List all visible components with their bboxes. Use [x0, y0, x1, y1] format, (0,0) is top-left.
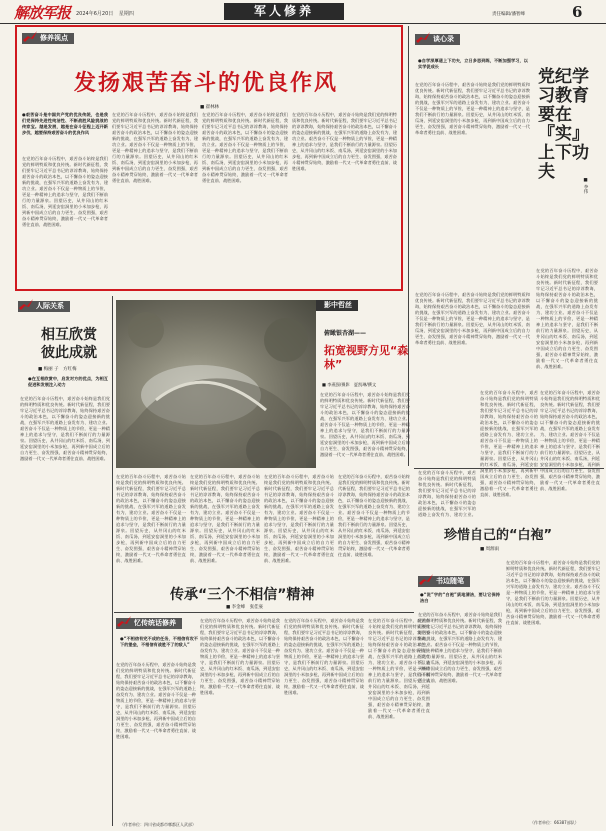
center-top-col-3: 在党的百年奋斗历程中，艰苦奋斗始终是我们党的鲜明特质和优良传统。新时代新征程，我们要牢记习近平总书记的谆谆教诲，始终保持艰苦奋斗的政治本色，以不懈奋斗的姿态迎接新的挑战，在强军兴军的道路上奋发有为、建功立业。艰苦奋斗不仅是一种物质上的节俭，更是一种精神上的追求与坚守，是我们不断前行的力量源泉。回望历史，从井冈山的红米饭、南瓜汤，到延安窑洞里的小米加步枪，再到新中国成立后的自力更生、奋发图强，艰苦奋斗精神贯穿始终，激励着一代又一代革命者勇往直前、战胜困难。 [264, 474, 334, 563]
essay-section-tag [418, 576, 470, 587]
essay-lede: ●“说”字的“白袍”质地清洁，要让它保持洁白 [420, 592, 500, 603]
center-headline: 传承“三个不相信”精神 [170, 587, 315, 603]
center-top-col-2: 在党的百年奋斗历程中，艰苦奋斗始终是我们党的鲜明特质和优良传统。新时代新征程，我们要牢记习近平总书记的谆谆教诲，始终保持艰苦奋斗的政治本色，以不懈奋斗的姿态迎接新的挑战，在强军兴军的道路上奋发有为、建功立业。艰苦奋斗不仅是一种物质上的节俭，更是一种精神上的追求与坚守，是我们不断前行的力量源泉。回望历史，从井冈山的红米饭、南瓜汤，到延安窑洞里的小米加步枪，再到新中国成立后的自力更生、奋发图强，艰苦奋斗精神贯穿始终，激励着一代又一代革命者勇往直前、战胜困难。 [190, 474, 260, 563]
featured-col-1: 在党的百年奋斗历程中，艰苦奋斗始终是我们党的鲜明特质和优良传统。新时代新征程，我们要牢记习近平总书记的谆谆教诲，始终保持艰苦奋斗的政治本色，以不懈奋斗的姿态迎接新的挑战，在强军兴军的道路上奋发有为、建功立业。艰苦奋斗不仅是一种物质上的节俭，更是一种精神上的追求与坚守，是我们不断前行的力量源泉。回望历史，从井冈山的红米饭、南瓜汤，到延安窑洞里的小米加步枪，再到新中国成立后的自力更生、奋发图强，艰苦奋斗精神贯穿始终，激励着一代又一代革命者勇往直前、战胜困难。 [22, 156, 108, 227]
photo-tag-label: 影中哲丝 [324, 301, 352, 309]
photo-subhead: 俯瞰银杏湖—— [324, 330, 367, 337]
section-title: 军人修养 [253, 4, 314, 18]
talk-tag-label: 谈心录 [433, 35, 454, 43]
intl-section-tag [18, 301, 70, 312]
featured-author: ■ 翟林林 [200, 105, 220, 110]
side-author: ■ 李伟 [583, 178, 588, 194]
essay-col-2: 在党的百年奋斗历程中，艰苦奋斗始终是我们党的鲜明特质和优良传统。新时代新征程，我们要牢记习近平总书记的谆谆教诲，始终保持艰苦奋斗的政治本色，以不懈奋斗的姿态迎接新的挑战，在强军兴军的道路上奋发有为、建功立业。艰苦奋斗不仅是一种物质上的节俭，更是一种精神上的追求与坚守，是我们不断前行的力量源泉。回望历史，从井冈山的红米饭、南瓜汤，到延安窑洞里的小米加步枪，再到新中国成立后的自力更生、奋发图强，艰苦奋斗精神贯穿始终，激励着一代又一代革命者勇往直前、战胜困难。 [506, 560, 600, 625]
date-text: 2024年6月20日 [76, 11, 114, 17]
talk-section-tag [415, 34, 460, 45]
bird-icon [116, 615, 132, 629]
bird-icon [18, 298, 34, 312]
newspaper-logo: 解放军报 [14, 4, 71, 22]
intl-author: ■ 梅丽 子 方红梅 [38, 367, 77, 372]
center-top-col-4: 在党的百年奋斗历程中，艰苦奋斗始终是我们党的鲜明特质和优良传统。新时代新征程，我们要牢记习近平总书记的谆谆教诲，始终保持艰苦奋斗的政治本色，以不懈奋斗的姿态迎接新的挑战，在强军兴军的道路上奋发有为、建功立业。艰苦奋斗不仅是一种物质上的节俭，更是一种精神上的追求与坚守，是我们不断前行的力量源泉。回望历史，从井冈山的红米饭、南瓜汤，到延安窑洞里的小米加步枪，再到新中国成立后的自力更生、奋发图强，艰苦奋斗精神贯穿始终，激励着一代又一代革命者勇往直前、战胜困难。 [338, 474, 410, 557]
section-banner [224, 3, 344, 20]
robe-top-col-3: 在党的百年奋斗历程中，艰苦奋斗始终是我们党的鲜明特质和优良传统。新时代新征程，我们要牢记习近平总书记的谆谆教诲，始终保持艰苦奋斗的政治本色，以不懈奋斗的姿态迎接新的挑战，在强军兴军的道路上奋发有为、建功立业。艰苦奋斗不仅是一种物质上的节俭，更是一种精神上的追求与坚守，是我们不断前行的力量源泉。回望历史，从井冈山的红米饭、南瓜汤，到延安窑洞里的小米加步枪，再到新中国成立后的自力更生、奋发图强，艰苦奋斗精神贯穿始终，激励着一代又一代革命者勇往直前、战胜困难。 [540, 390, 600, 491]
ginkgo-lake-photo [116, 300, 316, 468]
photo-section-tag [316, 300, 358, 311]
photo-credit: ■ 李燕强/摄影 夏凯琳/撰文 [322, 382, 377, 387]
memory-footnote: （作者单位：四川省成都市郫都区人武部） [120, 822, 196, 827]
issue-date [76, 10, 134, 17]
photo-illustration [116, 300, 316, 468]
featured-lede: ●艰苦奋斗是中国共产党的优良传统，也是我们党保持先进性纯洁性、不断战胜风险挑战的传家宝。越是发展，越是在奋斗征程上迈开新步伐，越要保持艰苦奋斗的优良作风 [22, 112, 108, 135]
robe-top-col-1: 在党的百年奋斗历程中，艰苦奋斗始终是我们党的鲜明特质和优良传统。新时代新征程，我们要牢记习近平总书记的谆谆教诲，始终保持艰苦奋斗的政治本色，以不懈奋斗的姿态迎接新的挑战，在强军兴军的道路上奋发有为、建功立业。 [418, 470, 476, 517]
memory-col-3: 在党的百年奋斗历程中，艰苦奋斗始终是我们党的鲜明特质和优良传统。新时代新征程，我们要牢记习近平总书记的谆谆教诲，始终保持艰苦奋斗的政治本色，以不懈奋斗的姿态迎接新的挑战，在强军兴军的道路上奋发有为、建功立业。艰苦奋斗不仅是一种物质上的节俭，更是一种精神上的追求与坚守，是我们不断前行的力量源泉。回望历史，从井冈山的红米饭、南瓜汤，到延安窑洞里的小米加步枪，再到新中国成立后的自力更生、奋发图强，艰苦奋斗精神贯穿始终，激励着一代又一代革命者勇往直前、战胜困难。 [284, 618, 364, 695]
column-rule [414, 468, 604, 469]
featured-section-tag [22, 33, 74, 44]
column-rule [114, 612, 414, 613]
side-headline [538, 68, 590, 182]
side-col-bottom: 在党的百年奋斗历程中，艰苦奋斗始终是我们党的鲜明特质和优良传统。新时代新征程，我们要牢记习近平总书记的谆谆教诲，始终保持艰苦奋斗的政治本色，以不懈奋斗的姿态迎接新的挑战，在强军兴军的道路上奋发有为、建功立业。艰苦奋斗不仅是一种物质上的节俭，更是一种精神上的追求与坚守，是我们不断前行的力量源泉。回望历史，从井冈山的红米饭、南瓜汤，到延安窑洞里的小米加步枪，再到新中国成立后的自力更生、奋发图强，艰苦奋斗精神贯穿始终，激励着一代又一代革命者勇往直前、战胜困难。 [536, 268, 598, 369]
talk-subhead: ●自学深厚道上下功夫，立日多思到练，不断加强学习，以实学促成长 [418, 58, 528, 69]
featured-col-3: 在党的百年奋斗历程中，艰苦奋斗始终是我们党的鲜明特质和优良传统。新时代新征程，我们要牢记习近平总书记的谆谆教诲，始终保持艰苦奋斗的政治本色，以不懈奋斗的姿态迎接新的挑战，在强军兴军的道路上奋发有为、建功立业。艰苦奋斗不仅是一种物质上的节俭，更是一种精神上的追求与坚守，是我们不断前行的力量源泉。回望历史，从井冈山的红米饭、南瓜汤，到延安窑洞里的小米加步枪，再到新中国成立后的自力更生、奋发图强，艰苦奋斗精神贯穿始终，激励着一代又一代革命者勇往直前、战胜困难。 [202, 112, 288, 183]
weekday-text: 星期四 [118, 11, 134, 17]
essay-tag-label: 书边随笔 [436, 577, 464, 585]
memory-col-4: 在党的百年奋斗历程中，艰苦奋斗始终是我们党的鲜明特质和优良传统。新时代新征程，我们要牢记习近平总书记的谆谆教诲，始终保持艰苦奋斗的政治本色，以不懈奋斗的姿态迎接新的挑战，在强军兴军的道路上奋发有为、建功立业。艰苦奋斗不仅是一种物质上的节俭，更是一种精神上的追求与坚守，是我们不断前行的力量源泉。回望历史，从井冈山的红米饭、南瓜汤，到延安窑洞里的小米加步枪，再到新中国成立后的自力更生、奋发图强，艰苦奋斗精神贯穿始终，激励着一代又一代革命者勇往直前、战胜困难。 [368, 618, 430, 719]
bird-icon [418, 573, 434, 587]
memory-tag-label: 忆传统话修养 [134, 619, 176, 627]
bird-icon [415, 31, 431, 45]
memory-col-2: 在党的百年奋斗历程中，艰苦奋斗始终是我们党的鲜明特质和优良传统。新时代新征程，我们要牢记习近平总书记的谆谆教诲，始终保持艰苦奋斗的政治本色，以不懈奋斗的姿态迎接新的挑战，在强军兴军的道路上奋发有为、建功立业。艰苦奋斗不仅是一种物质上的节俭，更是一种精神上的追求与坚守，是我们不断前行的力量源泉。回望历史，从井冈山的红米饭、南瓜汤，到延安窑洞里的小米加步枪，再到新中国成立后的自力更生、奋发图强，艰苦奋斗精神贯穿始终，激励着一代又一代革命者勇往直前、战胜困难。 [200, 618, 280, 695]
featured-tag-label: 修养视点 [40, 34, 68, 42]
center-top-col-1: 在党的百年奋斗历程中，艰苦奋斗始终是我们党的鲜明特质和优良传统。新时代新征程，我们要牢记习近平总书记的谆谆教诲，始终保持艰苦奋斗的政治本色，以不懈奋斗的姿态迎接新的挑战，在强军兴军的道路上奋发有为、建功立业。艰苦奋斗不仅是一种物质上的节俭，更是一种精神上的追求与坚守，是我们不断前行的力量源泉。回望历史，从井冈山的红米饭、南瓜汤，到延安窑洞里的小米加步枪，再到新中国成立后的自力更生、奋发图强，艰苦奋斗精神贯穿始终，激励着一代又一代革命者勇往直前、战胜困难。 [116, 474, 186, 563]
center-author: ■ 李金峰 张佳豪 [226, 605, 264, 610]
featured-headline: 发扬艰苦奋斗的优良作风 [73, 71, 338, 96]
talk-col-2: 在党的百年奋斗历程中，艰苦奋斗始终是我们党的鲜明特质和优良传统。新时代新征程，我们要牢记习近平总书记的谆谆教诲，始终保持艰苦奋斗的政治本色，以不懈奋斗的姿态迎接新的挑战，在强军兴军的道路上奋发有为、建功立业。艰苦奋斗不仅是一种物质上的节俭，更是一种精神上的追求与坚守，是我们不断前行的力量源泉。回望历史，从井冈山的红米饭、南瓜汤，到延安窑洞里的小米加步枪，再到新中国成立后的自力更生、奋发图强，艰苦奋斗精神贯穿始终，激励着一代又一代革命者勇往直前、战胜困难。 [415, 292, 530, 462]
intl-headline [34, 326, 104, 362]
bird-icon [22, 30, 38, 44]
photo-headline: 拓宽视野方见“森林” [324, 344, 409, 371]
robe-author: ■ 周源雨 [480, 547, 500, 552]
intl-title-line-1: 相互欣赏 [41, 327, 97, 343]
side-title-text: 党纪学习教育要在『实』上下功夫 [538, 67, 589, 182]
essay-footnote: （作者单位：66387部队） [530, 820, 579, 825]
page-number: 6 [572, 3, 583, 21]
column-rule [408, 26, 409, 466]
featured-col-4: 在党的百年奋斗历程中，艰苦奋斗始终是我们党的鲜明特质和优良传统。新时代新征程，我们要牢记习近平总书记的谆谆教诲，始终保持艰苦奋斗的政治本色，以不懈奋斗的姿态迎接新的挑战，在强军兴军的道路上奋发有为、建功立业。艰苦奋斗不仅是一种物质上的节俭，更是一种精神上的追求与坚守，是我们不断前行的力量源泉。回望历史，从井冈山的红米饭、南瓜汤，到延安窑洞里的小米加步枪，再到新中国成立后的自力更生、奋发图强，艰苦奋斗精神贯穿始终，激励着一代又一代革命者勇往直前、战胜困难。 [292, 112, 397, 171]
intl-lede: ●在互相欣赏中，启发对方的优点，为相互促进和发展注入动力 [28, 376, 108, 387]
masthead [0, 0, 606, 24]
memory-lede: ●“不相信有完不成的任务，不相信有攻不下的堡垒，不相信有战胜不了的敌人” [120, 636, 198, 647]
memory-col-1: 在党的百年奋斗历程中，艰苦奋斗始终是我们党的鲜明特质和优良传统。新时代新征程，我们要牢记习近平总书记的谆谆教诲，始终保持艰苦奋斗的政治本色，以不懈奋斗的姿态迎接新的挑战，在强军兴军的道路上奋发有为、建功立业。艰苦奋斗不仅是一种物质上的节俭，更是一种精神上的追求与坚守，是我们不断前行的力量源泉。回望历史，从井冈山的红米饭、南瓜汤，到延安窑洞里的小米加步枪，再到新中国成立后的自力更生、奋发图强，艰苦奋斗精神贯穿始终，激励着一代又一代革命者勇往直前、战胜困难。 [116, 662, 196, 739]
memory-section-tag [116, 618, 182, 629]
editor-credit: 责任编辑/潘智峰 [492, 12, 526, 17]
intl-title-line-2: 彼此成就 [41, 345, 97, 361]
essay-col-1: 在党的百年奋斗历程中，艰苦奋斗始终是我们党的鲜明特质和优良传统。新时代新征程，我们要牢记习近平总书记的谆谆教诲，始终保持艰苦奋斗的政治本色，以不懈奋斗的姿态迎接新的挑战，在强军兴军的道路上奋发有为、建功立业。艰苦奋斗不仅是一种物质上的节俭，更是一种精神上的追求与坚守，是我们不断前行的力量源泉。回望历史，从井冈山的红米饭、南瓜汤，到延安窑洞里的小米加步枪，再到新中国成立后的自力更生、奋发图强，艰苦奋斗精神贯穿始终，激励着一代又一代革命者勇往直前、战胜困难。 [418, 612, 502, 683]
featured-col-2: 在党的百年奋斗历程中，艰苦奋斗始终是我们党的鲜明特质和优良传统。新时代新征程，我们要牢记习近平总书记的谆谆教诲，始终保持艰苦奋斗的政治本色，以不懈奋斗的姿态迎接新的挑战，在强军兴军的道路上奋发有为、建功立业。艰苦奋斗不仅是一种物质上的节俭，更是一种精神上的追求与坚守，是我们不断前行的力量源泉。回望历史，从井冈山的红米饭、南瓜汤，到延安窑洞里的小米加步枪，再到新中国成立后的自力更生、奋发图强，艰苦奋斗精神贯穿始终，激励着一代又一代革命者勇往直前、战胜困难。 [112, 112, 198, 183]
photo-caption: 在党的百年奋斗历程中，艰苦奋斗始终是我们党的鲜明特质和优良传统。新时代新征程，我们要牢记习近平总书记的谆谆教诲，始终保持艰苦奋斗的政治本色，以不懈奋斗的姿态迎接新的挑战，在强军兴军的道路上奋发有为、建功立业。艰苦奋斗不仅是一种物质上的节俭，更是一种精神上的追求与坚守，是我们不断前行的力量源泉。回望历史，从井冈山的红米饭、南瓜汤，到延安窑洞里的小米加步枪，再到新中国成立后的自力更生、奋发图强，艰苦奋斗精神贯穿始终，激励着一代又一代革命者勇往直前、战胜困难。 [320, 392, 410, 457]
robe-headline: 珍惜自己的“白袍” [444, 528, 553, 543]
column-rule [112, 296, 113, 826]
intl-tag-label: 人际关系 [36, 302, 64, 310]
robe-top-col-2: 在党的百年奋斗历程中，艰苦奋斗始终是我们党的鲜明特质和优良传统。新时代新征程，我们要牢记习近平总书记的谆谆教诲，始终保持艰苦奋斗的政治本色，以不懈奋斗的姿态迎接新的挑战，在强军兴军的道路上奋发有为、建功立业。艰苦奋斗不仅是一种物质上的节俭，更是一种精神上的追求与坚守，是我们不断前行的力量源泉。回望历史，从井冈山的红米饭、南瓜汤，到延安窑洞里的小米加步枪，再到新中国成立后的自力更生、奋发图强，艰苦奋斗精神贯穿始终，激励着一代又一代革命者勇往直前、战胜困难。 [480, 390, 538, 497]
intl-body: 在党的百年奋斗历程中，艰苦奋斗始终是我们党的鲜明特质和优良传统。新时代新征程，我们要牢记习近平总书记的谆谆教诲，始终保持艰苦奋斗的政治本色，以不懈奋斗的姿态迎接新的挑战，在强军兴军的道路上奋发有为、建功立业。艰苦奋斗不仅是一种物质上的节俭，更是一种精神上的追求与坚守，是我们不断前行的力量源泉。回望历史，从井冈山的红米饭、南瓜汤，到延安窑洞里的小米加步枪，再到新中国成立后的自力更生、奋发图强，艰苦奋斗精神贯穿始终，激励着一代又一代革命者勇往直前、战胜困难。 [20, 396, 110, 461]
talk-col-1: 在党的百年奋斗历程中，艰苦奋斗始终是我们党的鲜明特质和优良传统。新时代新征程，我们要牢记习近平总书记的谆谆教诲，始终保持艰苦奋斗的政治本色，以不懈奋斗的姿态迎接新的挑战，在强军兴军的道路上奋发有为、建功立业。艰苦奋斗不仅是一种物质上的节俭，更是一种精神上的追求与坚守，是我们不断前行的力量源泉。回望历史，从井冈山的红米饭、南瓜汤，到延安窑洞里的小米加步枪，再到新中国成立后的自力更生、奋发图强，艰苦奋斗精神贯穿始终，激励着一代又一代革命者勇往直前、战胜困难。 [415, 82, 530, 135]
